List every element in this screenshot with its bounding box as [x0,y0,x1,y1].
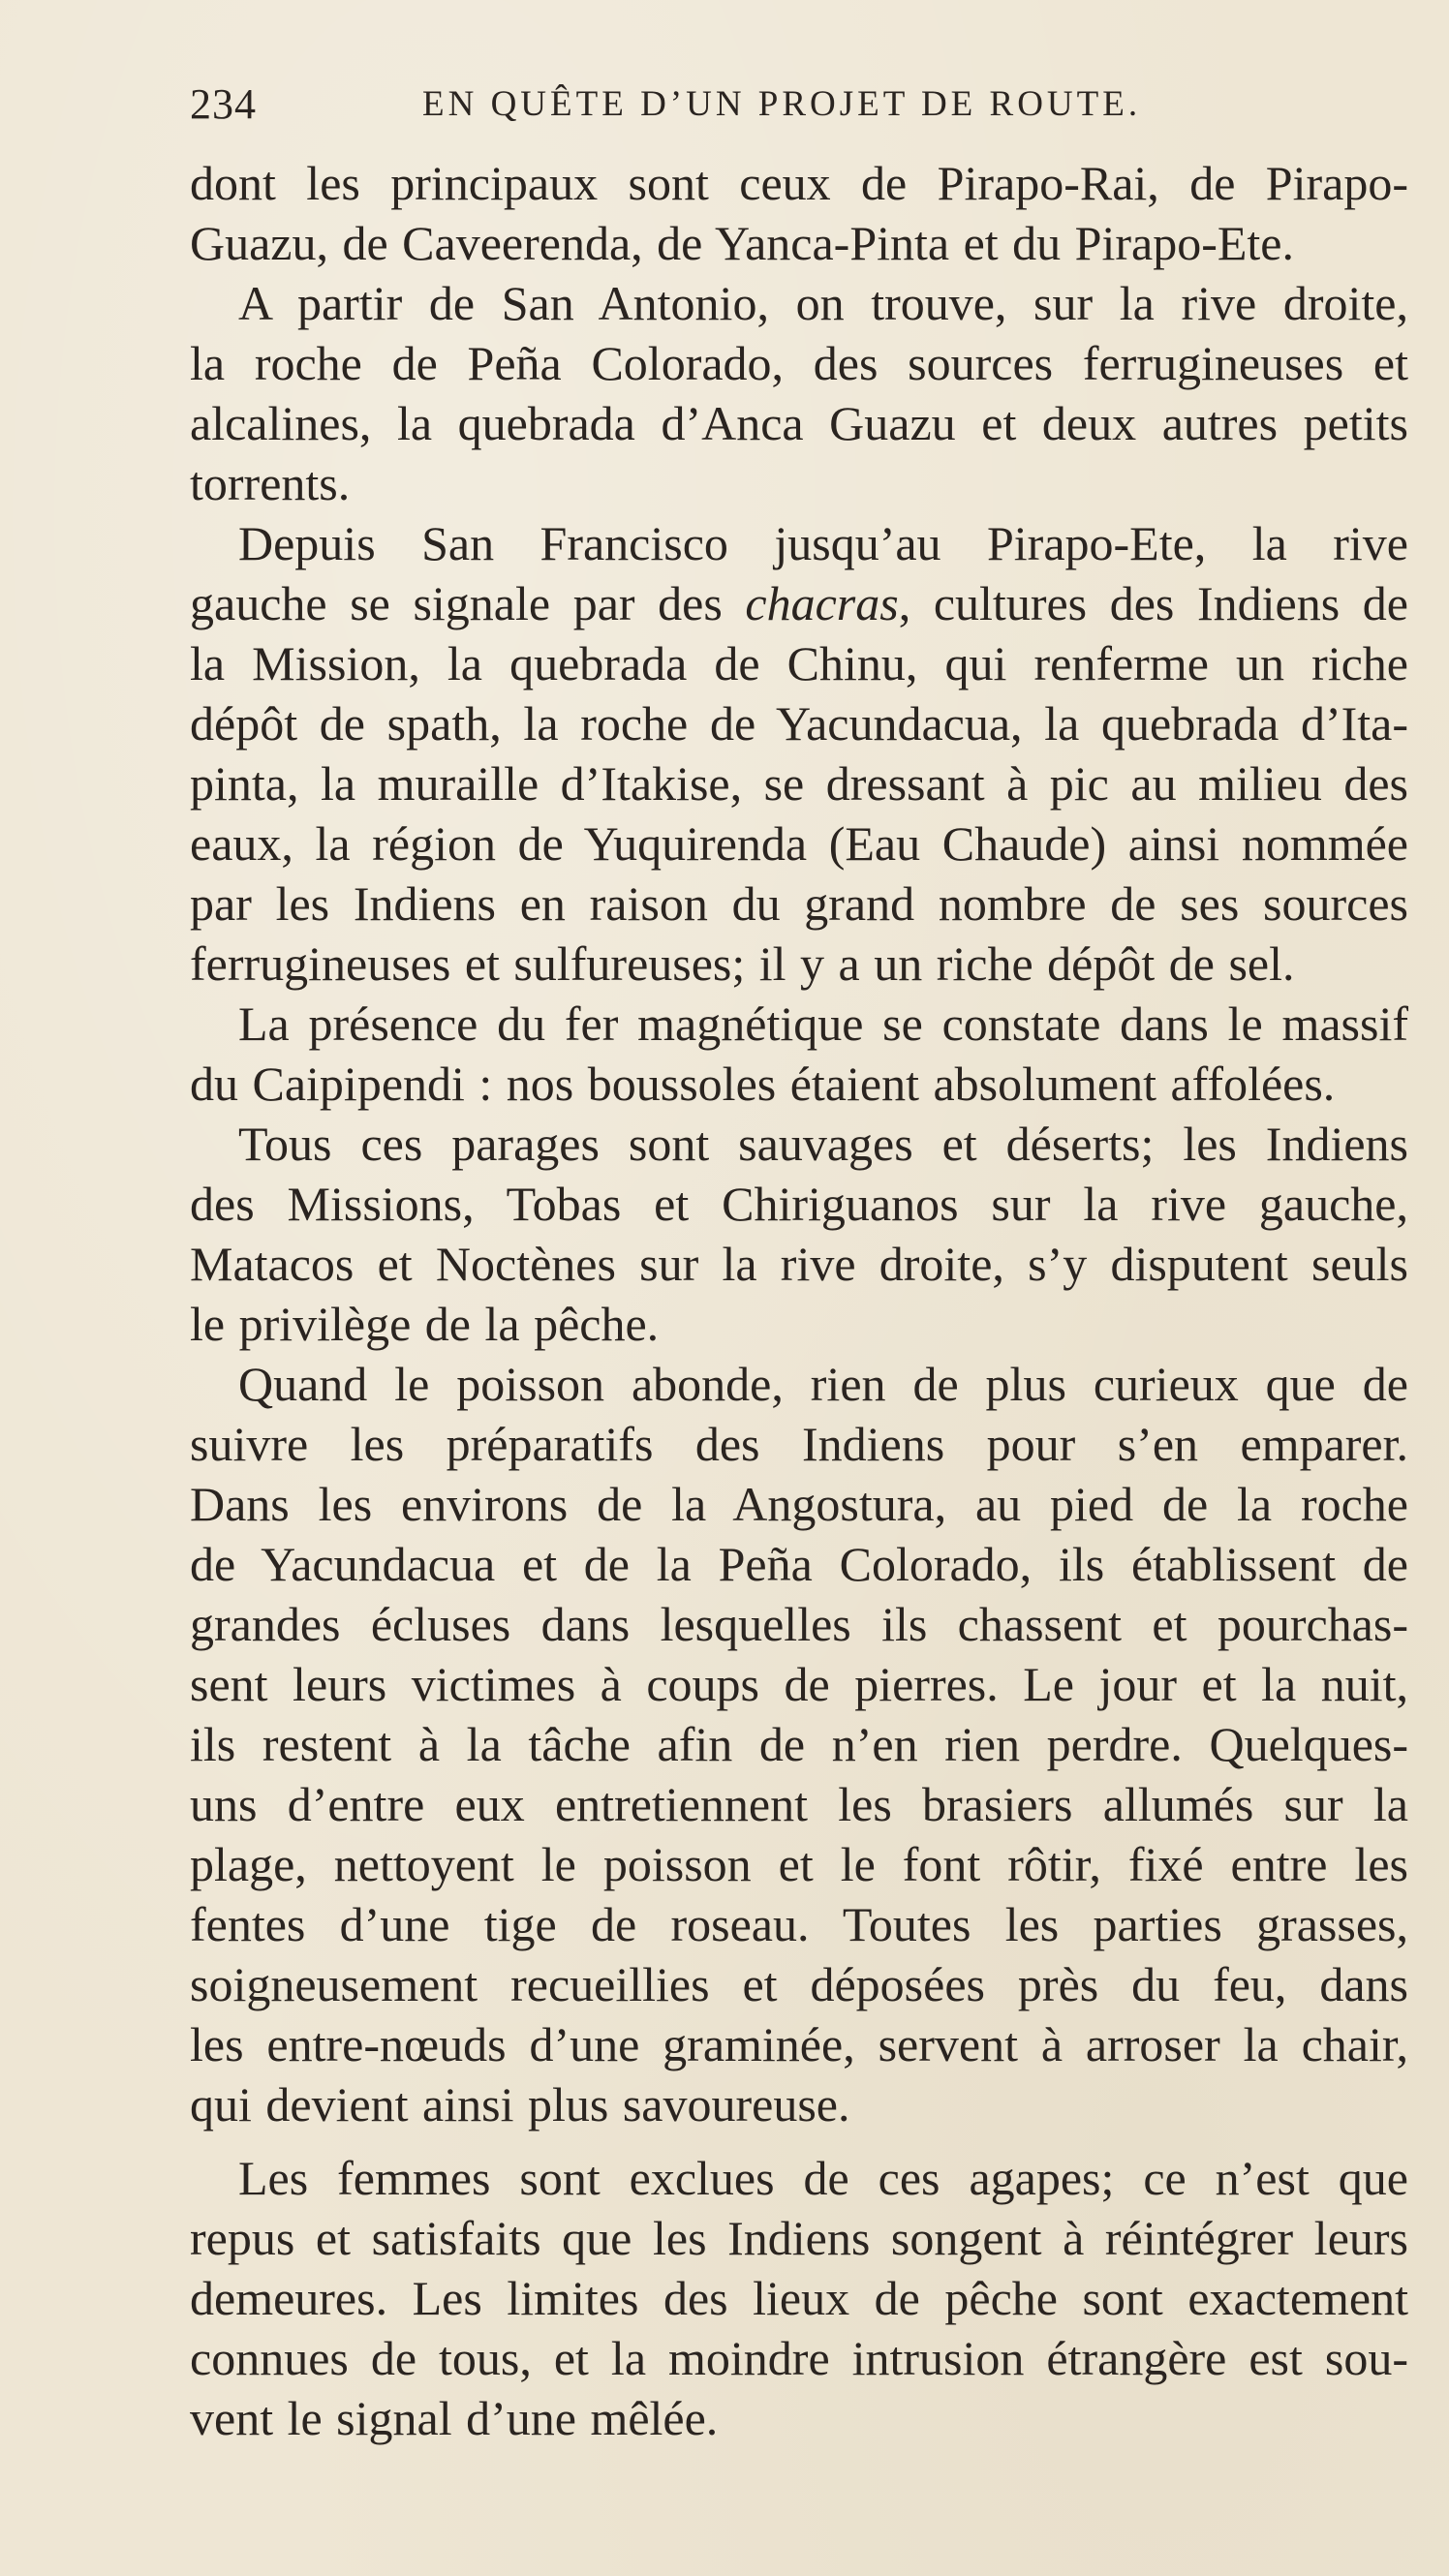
text-line: qui devient ainsi plus savoureuse. [190,2077,850,2131]
text-line: ils restent à la tâche afin de n’en rien perdre. Quelques- [190,1717,1408,1771]
text-line: par les Indiens en raison du grand nombre de ses sources [190,876,1408,931]
text-line: dont les principaux sont ceux de Pirapo-Rai, de Pirapo- [190,156,1408,210]
text-line: vent le signal d’une mêlée. [190,2391,719,2445]
text-line: la roche de Peña Colorado, des sources ferrugineuses et [190,336,1408,390]
text-line: plage, nettoyent le poisson et le font rôtir, fixé entre les [190,1837,1408,1891]
text-line: Quand le poisson abonde, rien de plus curieux que de [238,1357,1408,1411]
text-line: du Caipipendi : nos boussoles étaient absolument affolées. [190,1057,1336,1111]
text-line: la Mission, la quebrada de Chinu, qui renferme un riche [190,636,1408,690]
text-line: torrents. [190,456,351,510]
text-line: repus et satisfaits que les Indiens songent à réintégrer leurs [190,2211,1408,2265]
text-line: suivre les préparatifs des Indiens pour s’en emparer. [190,1417,1408,1471]
text-line: A partir de San Antonio, on trouve, sur la rive droite, [238,276,1408,330]
text-line [190,573,1408,633]
text-line: dépôt de spath, la roche de Yacundacua, la quebrada d’Ita- [190,696,1408,751]
text-line: alcalines, la quebrada d’Anca Guazu et deux autres petits [190,396,1408,450]
text-line: La présence du fer magnétique se constate dans le massif [238,997,1408,1051]
text-run: gauche se signale par des [190,576,746,630]
text-line: sent leurs victimes à coups de pierres. Le jour et la nuit, [190,1657,1408,1711]
text-line: demeures. Les limites des lieux de pêche sont exactement [190,2271,1408,2325]
page-header [190,76,1265,134]
text-line: fentes d’une tige de roseau. Toutes les parties grasses, [190,1897,1408,1951]
text-line: Dans les environs de la Angostura, au pied de la roche [190,1477,1408,1531]
italic-term: chacras [745,576,899,630]
text-line: des Missions, Tobas et Chiriguanos sur la rive gauche, [190,1177,1408,1231]
paragraph-gap [190,2134,1408,2148]
body-text [190,153,1408,2448]
text-line: Les femmes sont exclues de ces agapes; ce n’est que [238,2151,1408,2205]
text-line: ferrugineuses et sulfureuses; il y a un riche dépôt de sel. [190,936,1295,991]
text-run: , cultures des Indiens de [898,576,1408,630]
text-line: Matacos et Noctènes sur la rive droite, s’y disputent seuls [190,1237,1408,1291]
text-line: de Yacundacua et de la Peña Colorado, ils établissent de [190,1537,1408,1591]
text-line: les entre-nœuds d’une graminée, servent à arroser la chair, [190,2017,1408,2071]
text-line: grandes écluses dans lesquelles ils chassent et pourchas- [190,1597,1408,1651]
text-line: pinta, la muraille d’Itakise, se dressant à pic au milieu des [190,756,1408,811]
page-number: 234 [190,80,257,128]
text-line: soigneusement recueillies et déposées près du feu, dans [190,1957,1408,2011]
text-line: uns d’entre eux entretiennent les brasiers allumés sur la [190,1777,1408,1831]
text-line: Guazu, de Caveerenda, de Yanca-Pinta et du Pirapo-Ete. [190,216,1295,270]
text-line: eaux, la région de Yuquirenda (Eau Chaude) ainsi nommée [190,816,1408,871]
text-line: Depuis San Francisco jusqu’au Pirapo-Ete, la rive [238,516,1408,570]
text-line: connues de tous, et la moindre intrusion étrangère est sou- [190,2331,1408,2385]
running-title: EN QUÊTE D’UN PROJET DE ROUTE. [422,84,1142,124]
text-line: le privilège de la pêche. [190,1297,660,1351]
text-line: Tous ces parages sont sauvages et déserts; les Indiens [238,1117,1408,1171]
